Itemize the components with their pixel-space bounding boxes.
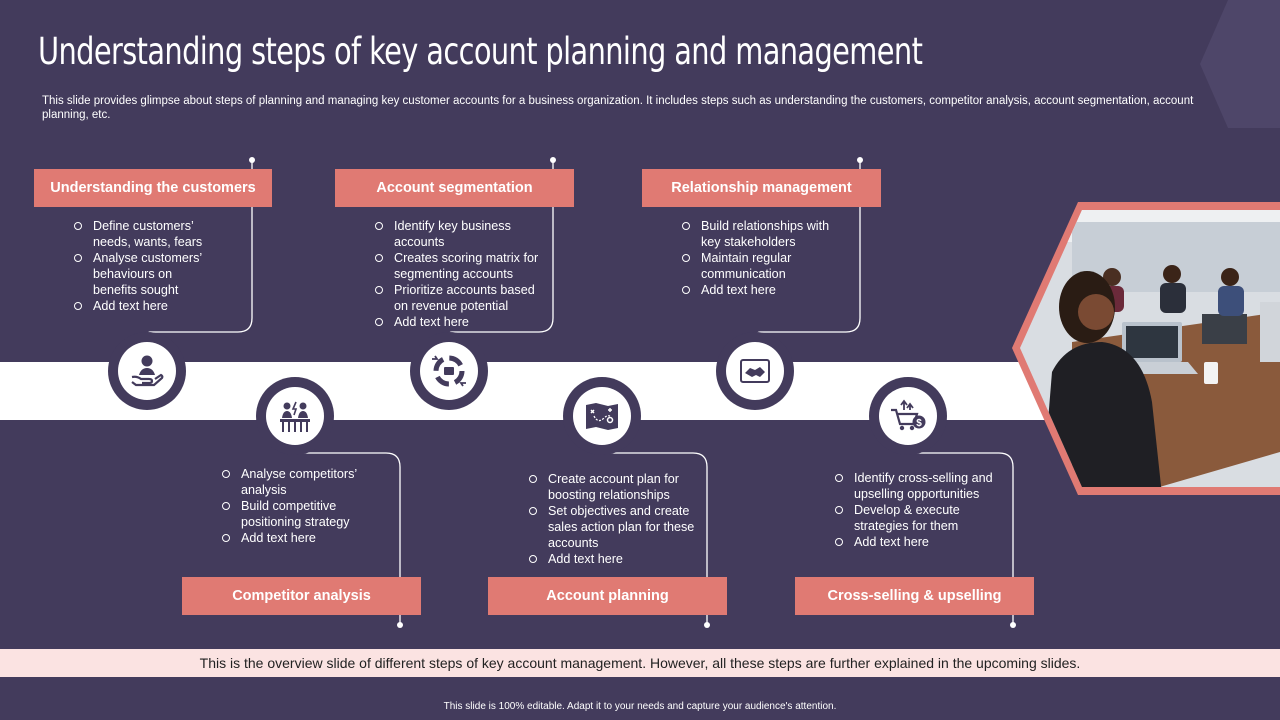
footnote: This slide is 100% editable. Adapt it to your needs and capture your audience's attention. <box>443 701 837 712</box>
bullet-item: Creates scoring matrix for segmenting accounts <box>375 250 550 282</box>
bullet-item: Analyse competitors’ analysis <box>222 466 382 498</box>
svg-text:$: $ <box>916 418 922 429</box>
step-bullets-account-segmentation <box>375 218 550 330</box>
bullet-item: Build competitive positioning strategy <box>222 498 382 530</box>
step-title-competitor-analysis: Competitor analysis <box>182 577 421 615</box>
step-node-relationship-management <box>716 332 794 410</box>
page-title: Understanding steps of key account planning and management <box>38 30 923 73</box>
bullet-item: Define customers’ needs, wants, fears <box>74 218 219 250</box>
step-bullets-competitor-analysis <box>222 466 382 546</box>
handshake-icon <box>735 351 775 391</box>
bullet-item: Add text here <box>222 530 382 546</box>
step-title-understanding-customers: Understanding the customers <box>34 169 272 207</box>
step-title-relationship-management: Relationship management <box>642 169 881 207</box>
step-bullets-relationship-management <box>682 218 842 298</box>
bullet-item: Identify key business accounts <box>375 218 550 250</box>
step-node-account-segmentation <box>410 332 488 410</box>
meeting-photo <box>1012 202 1280 495</box>
bullet-item: Set objectives and create sales action plan for these accounts <box>529 503 701 551</box>
footer-summary-bar: This is the overview slide of different steps of key account management. However, all these steps are further explained in the upcoming slides. <box>0 649 1280 677</box>
bullet-item: Add text here <box>529 551 701 567</box>
bullet-item: Add text here <box>835 534 1007 550</box>
competitor-analysis-icon <box>275 396 315 436</box>
step-title-account-planning: Account planning <box>488 577 727 615</box>
bullet-item: Add text here <box>375 314 550 330</box>
step-bullets-cross-selling <box>835 470 1007 550</box>
step-bullets-understanding-customers <box>74 218 219 314</box>
step-bullets-account-planning <box>529 471 701 567</box>
bullet-item: Prioritize accounts based on revenue potential <box>375 282 550 314</box>
bullet-item: Analyse customers’ behaviours on benefits sought <box>74 250 219 298</box>
strategy-plan-icon <box>582 396 622 436</box>
segmentation-icon <box>429 351 469 391</box>
bullet-item: Create account plan for boosting relationships <box>529 471 701 503</box>
page-subtitle: This slide provides glimpse about steps of planning and managing key customer accounts for a business organization. It includes steps such as understanding the customers, competitor analysis, account segmentation, account planning, etc. <box>42 95 1194 121</box>
step-node-competitor-analysis <box>256 377 334 455</box>
step-title-cross-selling: Cross-selling & upselling <box>795 577 1034 615</box>
bullet-item: Build relationships with key stakeholders <box>682 218 842 250</box>
step-node-understanding-customers <box>108 332 186 410</box>
customer-care-icon <box>127 351 167 391</box>
bullet-item: Develop & execute strategies for them <box>835 502 1007 534</box>
cart-dollar-icon <box>888 396 928 436</box>
bullet-item: Identify cross-selling and upselling opportunities <box>835 470 1007 502</box>
step-node-account-planning <box>563 377 641 455</box>
step-node-cross-selling <box>869 377 947 455</box>
bullet-item: Maintain regular communication <box>682 250 842 282</box>
bullet-item: Add text here <box>74 298 219 314</box>
step-title-account-segmentation: Account segmentation <box>335 169 574 207</box>
bullet-item: Add text here <box>682 282 842 298</box>
